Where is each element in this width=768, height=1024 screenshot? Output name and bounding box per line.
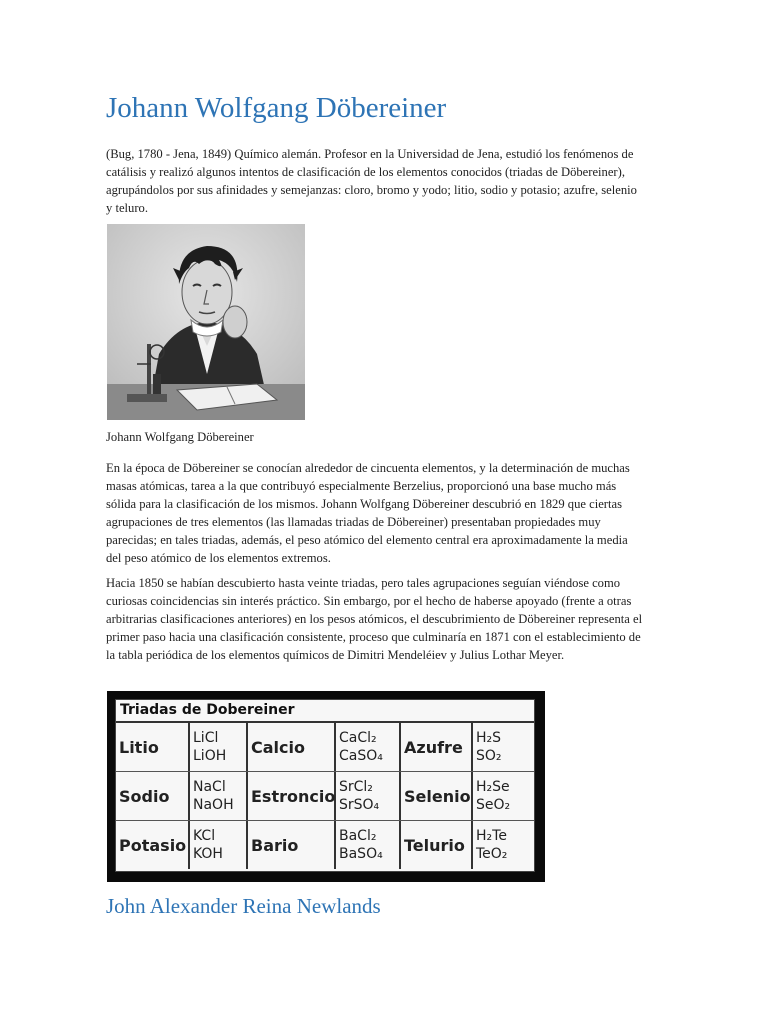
formula: TeO₂	[476, 846, 508, 862]
formula: LiCl	[193, 730, 219, 746]
formula-cell	[473, 772, 534, 820]
element-name: Bario	[248, 821, 336, 869]
portrait-image	[107, 224, 305, 420]
portrait-engraving	[107, 224, 305, 420]
element-name: Potasio	[116, 821, 190, 869]
triads-table-image	[107, 691, 545, 882]
table-heading: Triadas de Dobereiner	[116, 700, 534, 723]
image-caption: Johann Wolfgang Döbereiner	[106, 430, 254, 444]
formula: H₂Se	[476, 779, 510, 795]
formula: KCl	[193, 828, 216, 844]
formula-cell	[473, 821, 534, 869]
element-name: Selenio	[401, 772, 473, 820]
formula: SrCl₂	[339, 779, 373, 795]
body-paragraph-1: En la época de Döbereiner se conocían alrededor de cincuenta elementos, y la determinación de muchas masas atómicas, tarea a la que contribuyó especialmente Berzelius, proporcionó una base mucho más sólida para la clasificación de los mismos. Johann Wolfgang Döbereiner descubrió en 1829 que ciertas agrupaciones de tres elementos (las llamadas triadas de Döbereiner) presentaban propiedades muy parecidas; en tales triadas, además, el peso atómico del elemento central era aproximadamente la media del peso atómico de los elementos extremos.	[106, 461, 630, 565]
element-name: Litio	[116, 723, 190, 771]
formula: SeO₂	[476, 797, 511, 813]
formula: H₂Te	[476, 828, 507, 844]
formula: NaCl	[193, 779, 226, 795]
formula: CaSO₄	[339, 748, 383, 764]
formula-cell	[336, 821, 401, 869]
formula: CaCl₂	[339, 730, 377, 746]
formula: BaCl₂	[339, 828, 377, 844]
element-name: Sodio	[116, 772, 190, 820]
formula: SrSO₄	[339, 797, 380, 813]
formula: H₂S	[476, 730, 502, 746]
formula-cell	[190, 723, 248, 771]
formula-cell	[473, 723, 534, 771]
page-title: Johann Wolfgang Döbereiner	[106, 92, 447, 124]
triads-table	[115, 699, 535, 872]
formula: LiOH	[193, 748, 227, 764]
table-row	[116, 772, 534, 821]
formula-cell	[336, 723, 401, 771]
intro-paragraph: (Bug, 1780 - Jena, 1849) Químico alemán. Profesor en la Universidad de Jena, estudió los fenómenos de catálisis y realizó algunos intentos de clasificación de los elementos conocidos (triadas de Döbereiner), agrupándolos por sus afinidades y semejanzas: cloro, bromo y yodo; litio, sodio y potasio; azufre, selenio y teluro.	[106, 147, 637, 215]
element-name: Telurio	[401, 821, 473, 869]
table-row	[116, 821, 534, 869]
formula: SO₂	[476, 748, 502, 764]
formula: KOH	[193, 846, 223, 862]
formula-cell	[190, 772, 248, 820]
formula-cell	[336, 772, 401, 820]
table-row	[116, 723, 534, 772]
body-paragraph-2: Hacia 1850 se habían descubierto hasta veinte triadas, pero tales agrupaciones seguían viéndose como curiosas coincidencias sin interés práctico. Sin embargo, por el hecho de haberse apoyado (frente a otras arbitrarias clasificaciones anteriores) en los pesos atómicos, el descubrimiento de Döbereiner representa el primer paso hacia una clasificación consistente, proceso que culminaría en 1871 con el establecimiento de la tabla periódica de los elementos químicos de Dimitri Mendeléiev y Julius Lothar Meyer.	[106, 576, 643, 662]
element-name: Azufre	[401, 723, 473, 771]
formula: BaSO₄	[339, 846, 383, 862]
formula-cell	[190, 821, 248, 869]
element-name: Estroncio	[248, 772, 336, 820]
section-heading: John Alexander Reina Newlands	[106, 894, 381, 918]
formula: NaOH	[193, 797, 234, 813]
element-name: Calcio	[248, 723, 336, 771]
